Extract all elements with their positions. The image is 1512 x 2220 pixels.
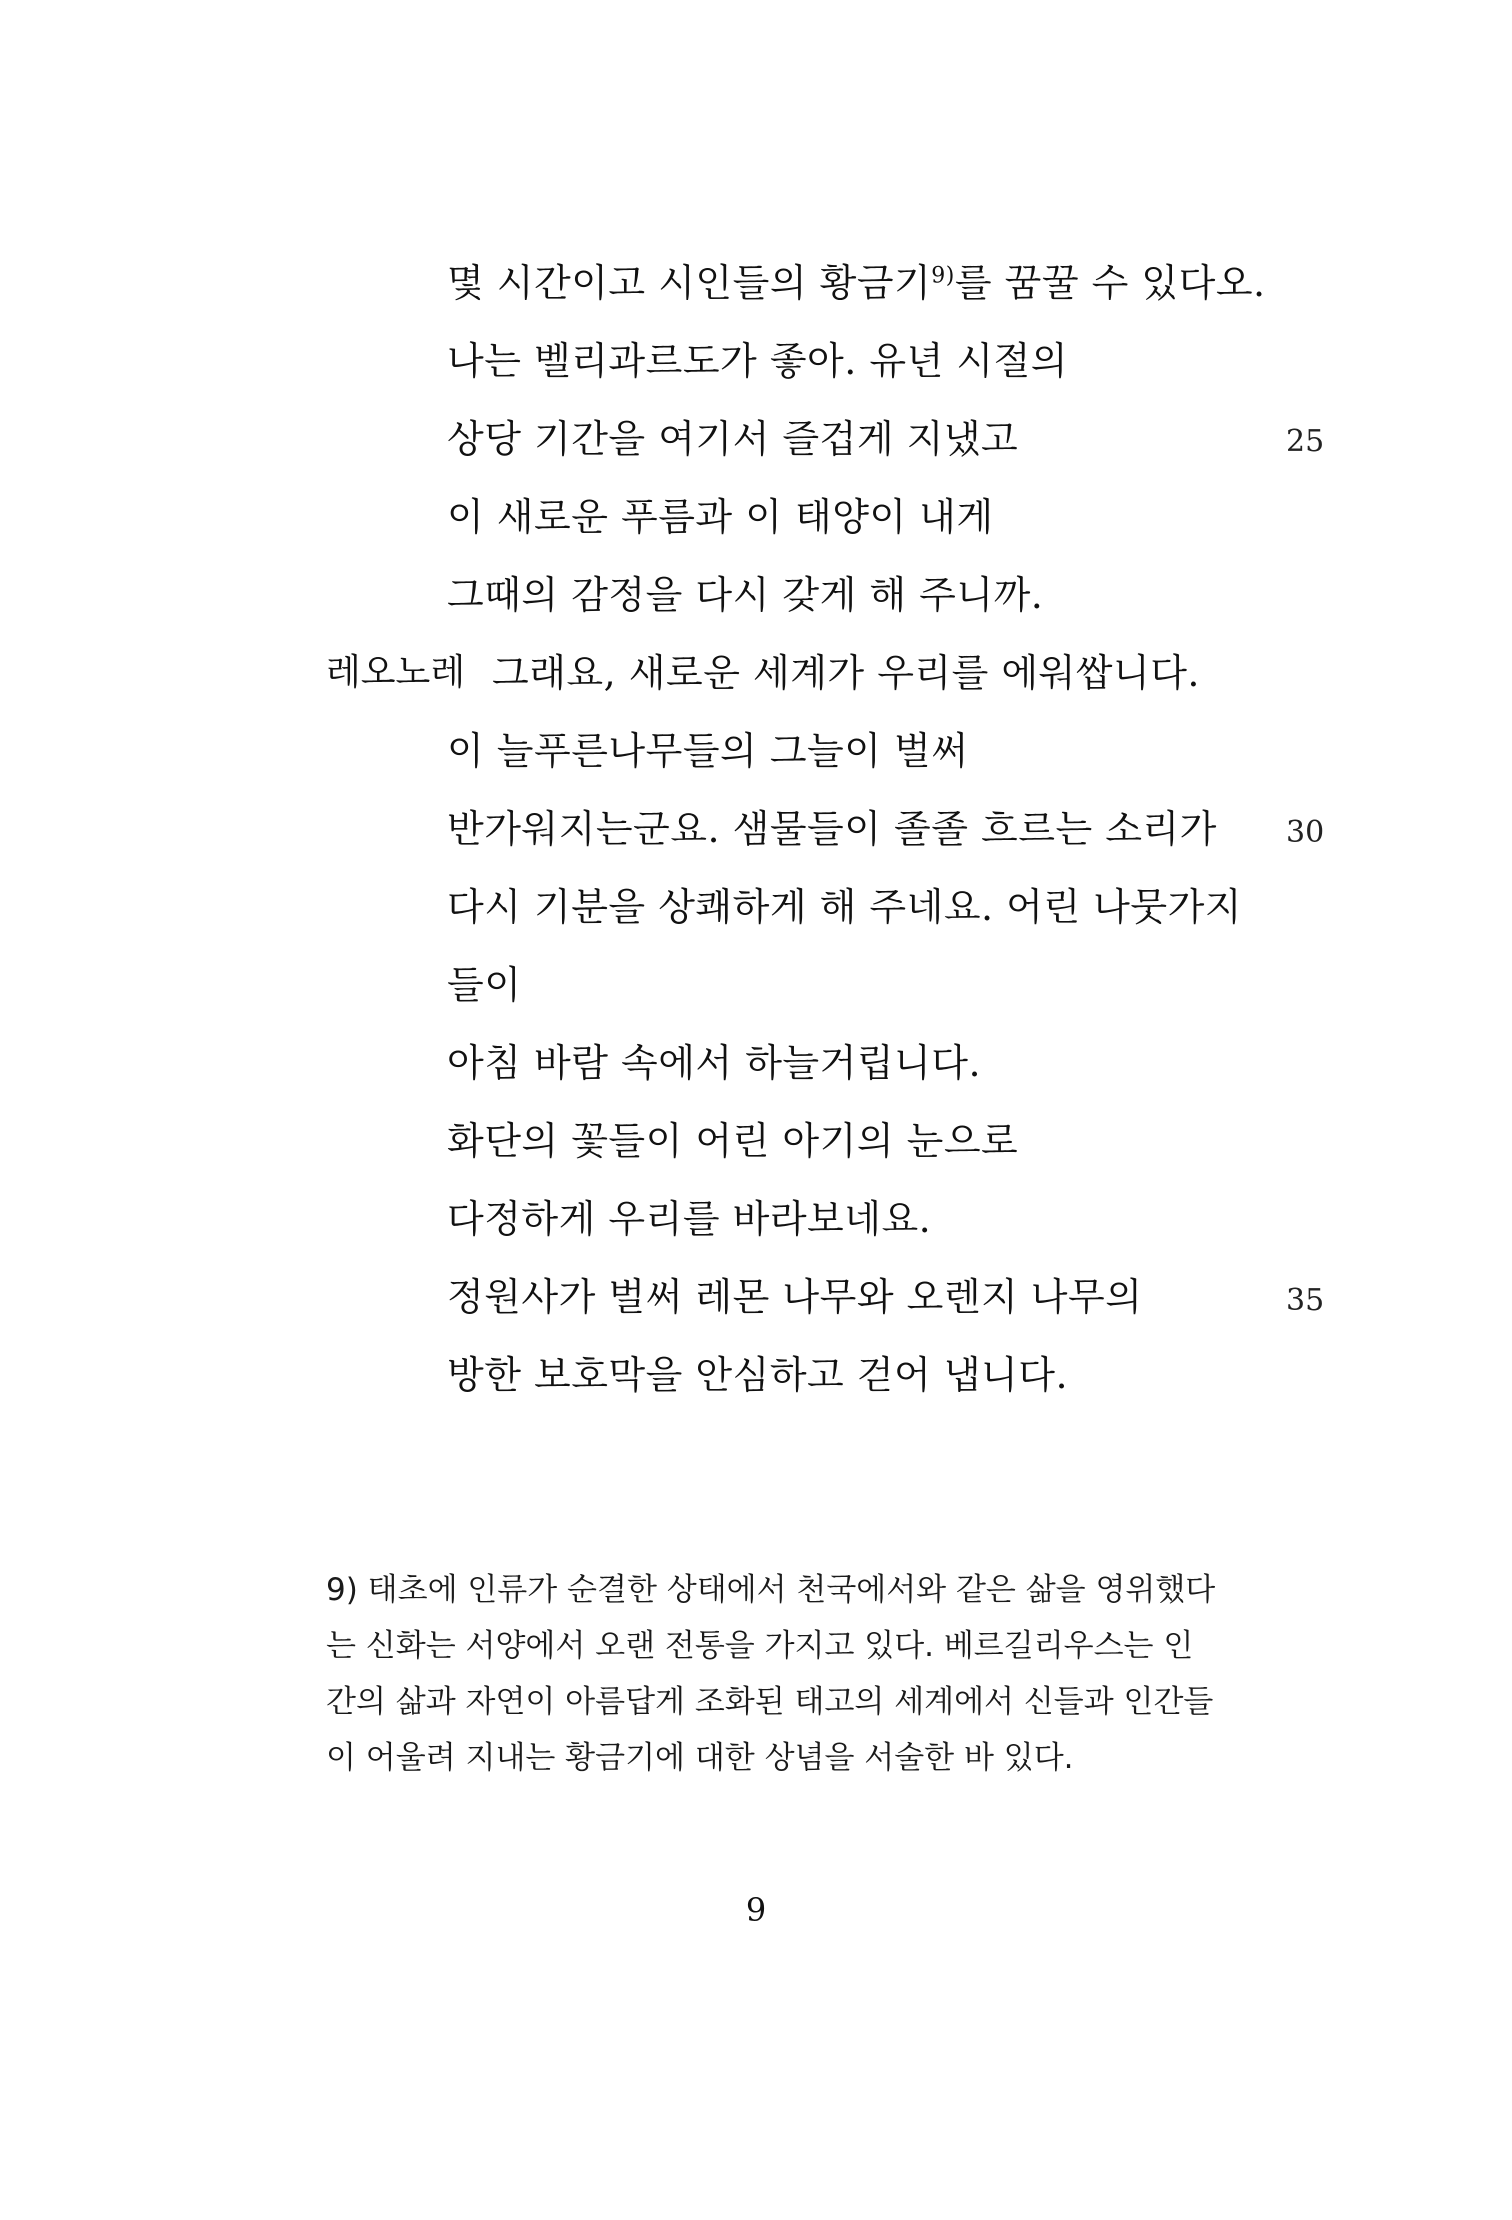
verse-line: 방한 보호막을 안심하고 걷어 냅니다. — [447, 1353, 1069, 1397]
footnote-line: 간의 삶과 자연이 아름답게 조화된 태고의 세계에서 신들과 인간들 — [326, 1684, 1214, 1720]
verse-line — [447, 258, 1266, 308]
verse-line: 반가워지는군요. 샘물들이 졸졸 흐르는 소리가 — [447, 807, 1217, 851]
verse-line: 이 새로운 푸름과 이 태양이 내게 — [447, 495, 994, 539]
verse-line: 다정하게 우리를 바라보네요. — [447, 1197, 932, 1241]
line-number: 25 — [1286, 424, 1325, 459]
verse-line: 다시 기분을 상쾌하게 해 주네요. 어린 나뭇가지 — [447, 885, 1243, 929]
speaker-name: 레오노레 — [326, 652, 466, 693]
line-number: 35 — [1286, 1283, 1325, 1318]
verse-line: 정원사가 벌써 레몬 나무와 오렌지 나무의 — [447, 1275, 1143, 1319]
verse-line: 상당 기간을 여기서 즐겁게 지냈고 — [447, 417, 1019, 461]
verse-line: 그래요, 새로운 세계가 우리를 에워쌉니다. — [492, 651, 1201, 695]
verse-line: 들이 — [447, 963, 522, 1007]
verse-line: 화단의 꽃들이 어린 아기의 눈으로 — [447, 1119, 1019, 1163]
line-number: 30 — [1286, 815, 1325, 850]
verse-line: 아침 바람 속에서 하늘거립니다. — [447, 1041, 982, 1085]
footnote-line: 이 어울려 지내는 황금기에 대한 상념을 서술한 바 있다. — [326, 1740, 1074, 1776]
verse-line: 이 늘푸른나무들의 그늘이 벌써 — [447, 729, 969, 773]
footnote-line: 는 신화는 서양에서 오랜 전통을 가지고 있다. 베르길리우스는 인 — [326, 1628, 1194, 1664]
footnote-line: 9) 태초에 인류가 순결한 상태에서 천국에서와 같은 삶을 영위했다 — [326, 1572, 1216, 1608]
verse-text: 몇 시간이고 시인들의 황금기 — [447, 261, 932, 305]
page-number: 9 — [745, 1891, 767, 1929]
verse-line: 그때의 감정을 다시 갖게 해 주니까. — [447, 573, 1044, 617]
verse-text: 를 꿈꿀 수 있다오. — [954, 261, 1266, 305]
footnote-reference[interactable]: 9) — [931, 263, 955, 289]
verse-line: 나는 벨리과르도가 좋아. 유년 시절의 — [447, 339, 1069, 383]
